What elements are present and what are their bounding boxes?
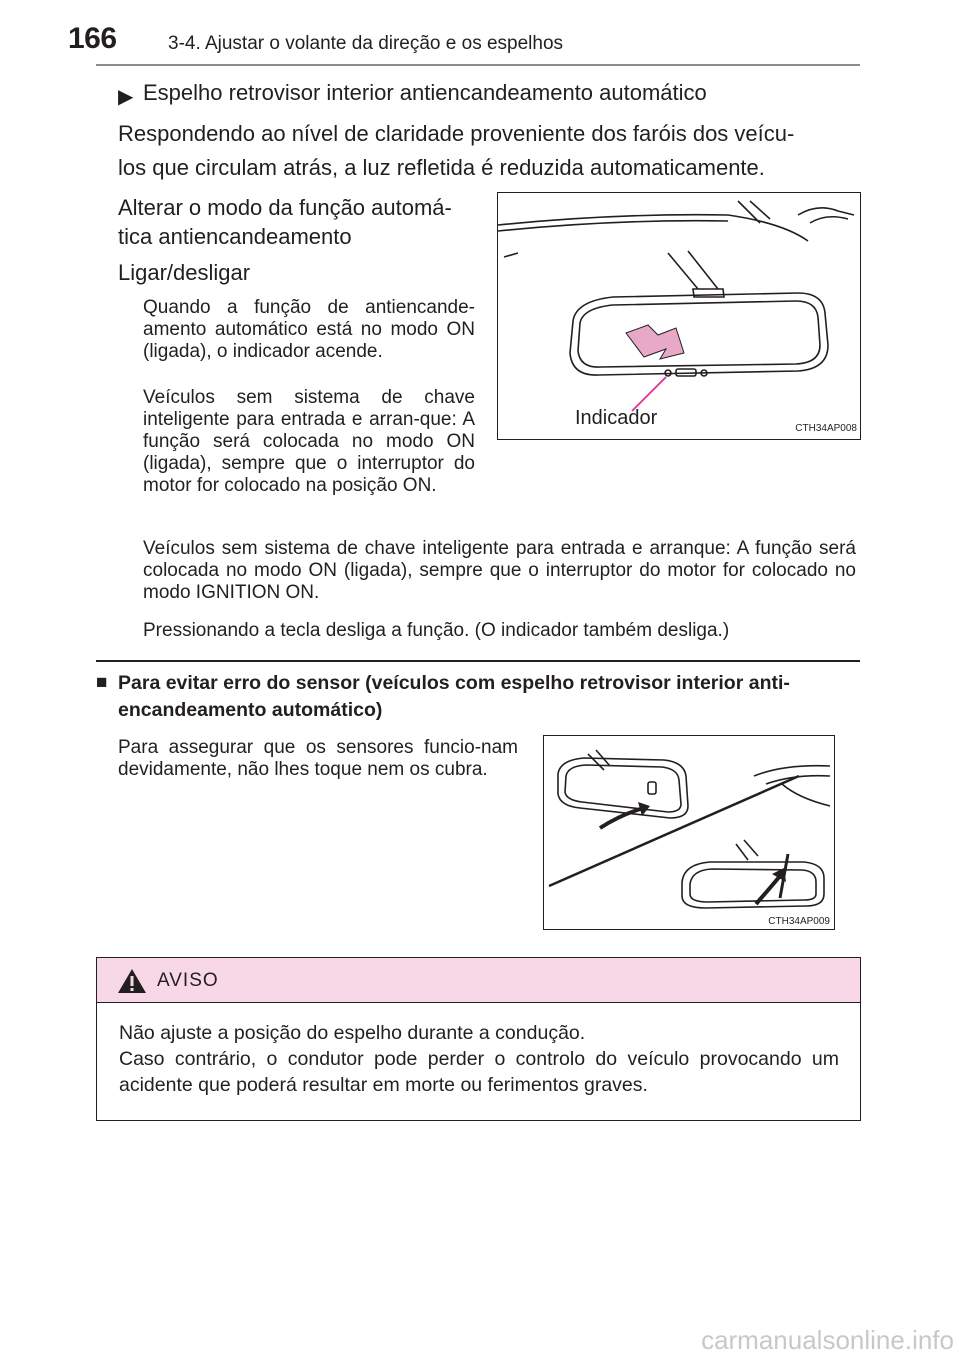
sensor-paragraph: Para assegurar que os sensores funcio-nam devidamente, não lhes toque nem os cubra. xyxy=(118,737,518,780)
indicator-label: Indicador xyxy=(575,407,658,429)
mirror-figure xyxy=(497,192,861,440)
warning-line-1: Não ajuste a posição do espelho durante a condução. xyxy=(119,1022,586,1044)
warning-title: AVISO xyxy=(157,970,219,991)
warning-line-2: Caso contrário, o condutor pode perder o controlo do veículo provocando um acidente que poderá resultar em morte ou ferimentos graves. xyxy=(119,1048,839,1096)
indicator-paragraph: Quando a função de antiencande-amento automático está no modo ON (ligada), o indicador acende. xyxy=(143,297,475,362)
on-off-label: Ligar/desligar xyxy=(118,260,251,285)
warning-box xyxy=(96,957,861,1121)
warning-triangle-icon xyxy=(117,968,147,994)
mode-line-1: Alterar o modo da função automá- xyxy=(118,195,452,220)
figure2-code: CTH34AP009 xyxy=(768,916,830,927)
watermark: carmanualsonline.info xyxy=(701,1325,954,1355)
header-divider xyxy=(96,64,860,66)
page-number: 166 xyxy=(68,22,117,55)
intro-line-1: Respondendo ao nível de claridade proveniente dos faróis dos veícu- xyxy=(118,121,795,146)
smart-key-paragraph-1: Veículos sem sistema de chave inteligente para entrada e arran-que: A função será colocada no modo ON (ligada), sempre que o interruptor do motor for colocado na posição ON. xyxy=(143,387,475,496)
smart-key-paragraph-2: Veículos sem sistema de chave inteligente para entrada e arranque: A função será colocada no modo ON (ligada), sempre que o interruptor do motor for colocado no modo IGNITION ON. xyxy=(143,538,856,603)
square-bullet-icon: ■ xyxy=(96,672,108,693)
warning-text xyxy=(119,1020,839,1098)
figure1-code: CTH34AP008 xyxy=(795,423,857,434)
rearview-mirror-illustration xyxy=(498,193,860,439)
sensor-figure xyxy=(543,735,835,930)
sensor-section-heading: Para evitar erro do sensor (veículos com espelho retrovisor interior anti-encandeamento automático) xyxy=(118,672,790,721)
warning-header xyxy=(97,958,860,1003)
triangle-bullet-icon: ▶ xyxy=(118,86,134,108)
section-title: 3-4. Ajustar o volante da direção e os espelhos xyxy=(168,33,564,54)
button-paragraph: Pressionando a tecla desliga a função. (O indicador também desliga.) xyxy=(143,620,730,641)
mode-line-2: tica antiencandeamento xyxy=(118,224,352,249)
mirror-sensor-illustration xyxy=(544,736,834,929)
intro-line-2: los que circulam atrás, a luz refletida é reduzida automaticamente. xyxy=(118,155,765,180)
section-divider xyxy=(96,660,860,662)
subheading: Espelho retrovisor interior antiencandeamento automático xyxy=(143,80,707,105)
